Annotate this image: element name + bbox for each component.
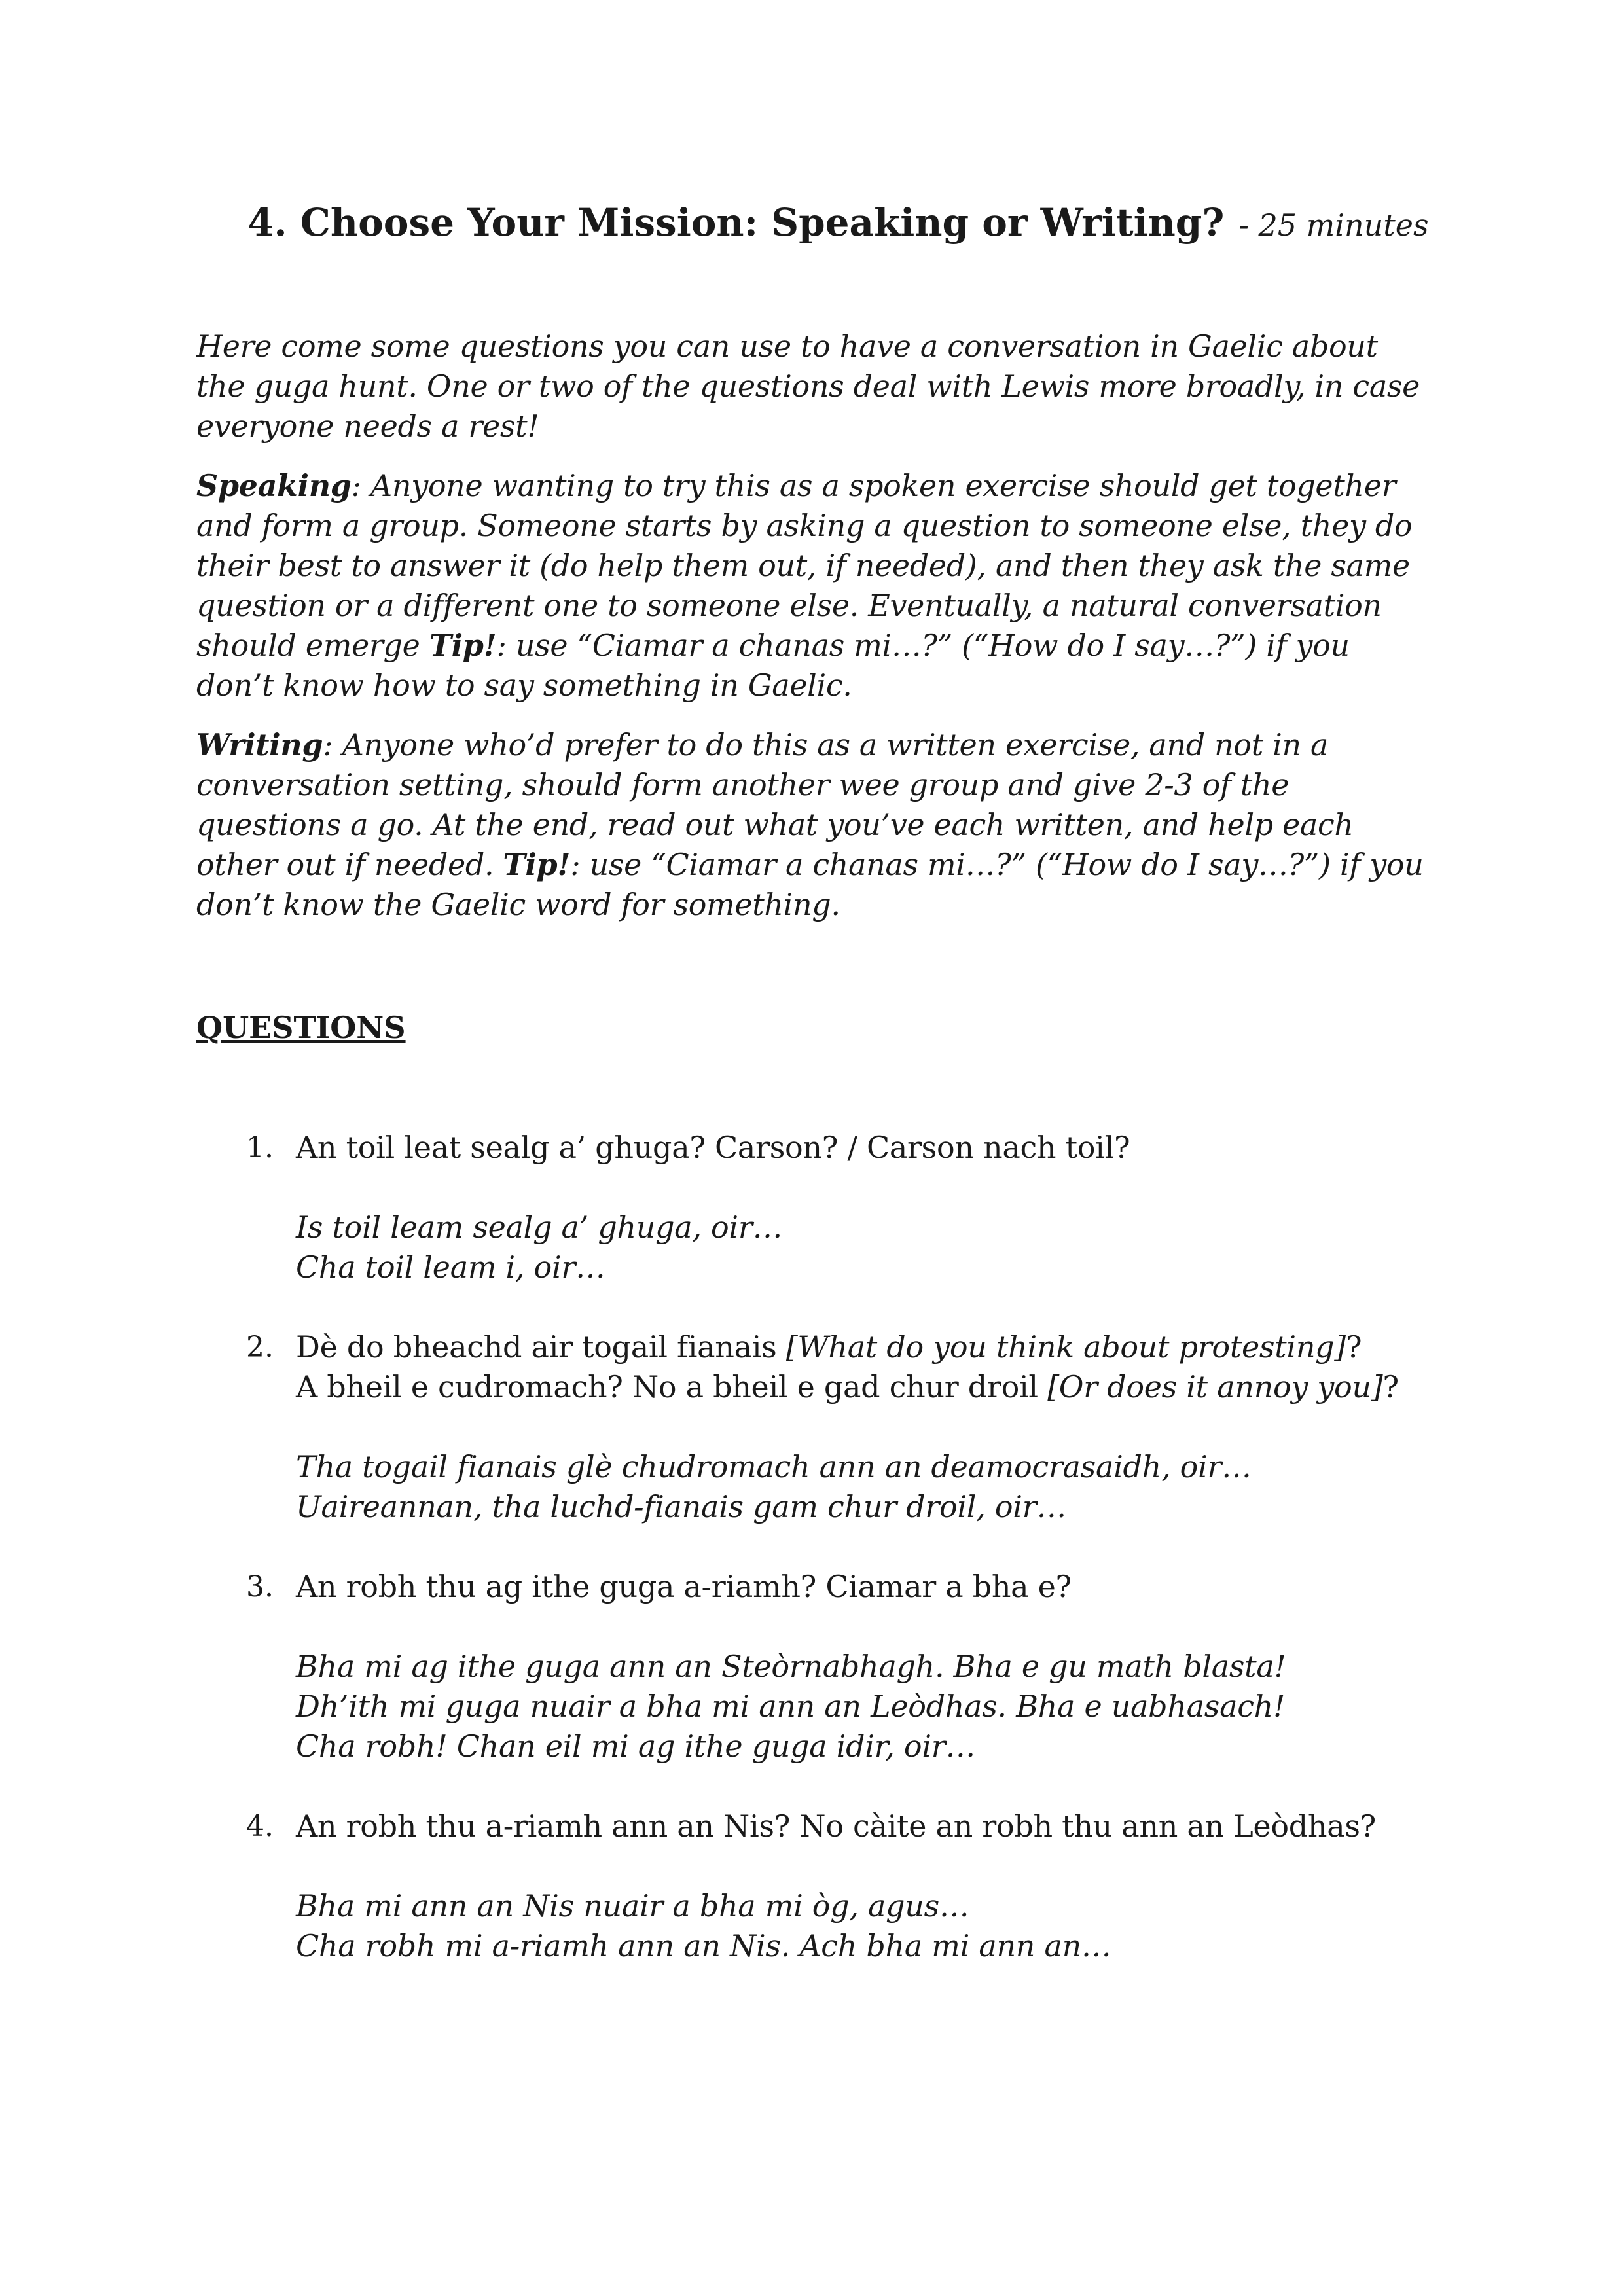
answer-example: Cha toil leam i, oir…: [296, 1249, 605, 1285]
answer-examples: [296, 1886, 1427, 1966]
answer-examples: [296, 1447, 1427, 1527]
questions-heading: QUESTIONS: [196, 1010, 406, 1045]
speaking-text-2: : use “Ciamar a chanas mi…?” (“How do I say…?”) if you don’t know how to say something in Gaelic.: [196, 628, 1350, 703]
question-number: 4.: [246, 1810, 274, 1843]
speaking-label: Speaking: [196, 468, 352, 503]
question-item-2: [196, 1327, 1427, 1527]
question-item-3: [196, 1567, 1427, 1767]
document-page: [196, 196, 1427, 2006]
section-heading: 4. Choose Your Mission: Speaking or Writing?: [247, 200, 1225, 245]
question-text: An robh thu a-riamh ann an Nis? No càite an robh thu ann an Leòdhas?: [296, 1808, 1376, 1844]
answer-example: Tha togail fianais glè chudromach ann an deamocrasaidh, oir…: [296, 1449, 1252, 1484]
question-text: An toil leat sealg a’ ghuga? Carson? / Carson nach toil?: [296, 1130, 1130, 1165]
intro-paragraph: Here come some questions you can use to have a conversation in Gaelic about the guga hunt. One or two of the questions deal with Lewis more broadly, in case everyone needs a rest!: [196, 329, 1420, 444]
answer-example: Bha mi ann an Nis nuair a bha mi òg, agus…: [296, 1888, 969, 1924]
question-text: [296, 1367, 1427, 1407]
writing-text-1: : Anyone who’d prefer to do this as a written exercise, and not in a conversation setting, should form another wee group and give 2-3 of the questions a go. At the end, read out what you’ve each written, and help each other out if needed.: [196, 727, 1354, 882]
question-number: 1.: [246, 1131, 274, 1164]
section-title: [247, 196, 1427, 251]
answer-example: Dh’ith mi guga nuair a bha mi ann an Leòdhas. Bha e uabhasach!: [296, 1689, 1286, 1724]
question-item-4: [196, 1806, 1427, 1966]
writing-tip-label: Tip!: [503, 847, 571, 882]
speaking-paragraph: [196, 466, 1427, 706]
question-number: 3.: [246, 1570, 274, 1604]
speaking-text-1: : Anyone wanting to try this as a spoken exercise should get together and form a group. Someone starts by asking a question to someone else, they do their best to answer it (do help them out, if needed), and then they ask the same question or a different one to someone else. Eventually, a natural conversation should emerge: [196, 468, 1413, 663]
answer-example: Uaireannan, tha luchd-fianais gam chur droil, oir…: [296, 1489, 1067, 1524]
speaking-tip-label: Tip!: [429, 628, 497, 663]
answer-examples: [296, 1647, 1427, 1767]
section-duration: - 25 minutes: [1238, 207, 1429, 243]
question-text-part: Dè do bheachd air togail fianais: [296, 1329, 786, 1365]
answer-example: Cha robh mi a-riamh ann an Nis. Ach bha mi ann an…: [296, 1928, 1111, 1964]
question-text: [296, 1327, 1427, 1367]
question-text: An robh thu ag ithe guga a-riamh? Ciamar a bha e?: [296, 1569, 1072, 1604]
question-number: 2.: [246, 1331, 274, 1364]
question-translation: [What do you think about protesting]: [785, 1329, 1346, 1365]
writing-paragraph: [196, 725, 1427, 925]
answer-example: Cha robh! Chan eil mi ag ithe guga idir, oir…: [296, 1729, 976, 1764]
question-translation: [Or does it annoy you]: [1047, 1369, 1383, 1405]
answer-example: Is toil leam sealg a’ ghuga, oir…: [296, 1210, 783, 1245]
answer-examples: [296, 1208, 1427, 1287]
writing-label: Writing: [196, 727, 323, 762]
question-text-part: ?: [1382, 1369, 1399, 1405]
writing-text-2: : use “Ciamar a chanas mi…?” (“How do I say…?”) if you don’t know the Gaelic word for something.: [196, 847, 1424, 922]
answer-example: Bha mi ag ithe guga ann an Steòrnabhagh. Bha e gu math blasta!: [296, 1649, 1286, 1684]
question-text-part: ?: [1345, 1329, 1362, 1365]
question-text-part: A bheil e cudromach? No a bheil e gad chur droil: [296, 1369, 1048, 1405]
questions-list: [196, 1128, 1427, 1966]
question-item-1: [196, 1128, 1427, 1287]
